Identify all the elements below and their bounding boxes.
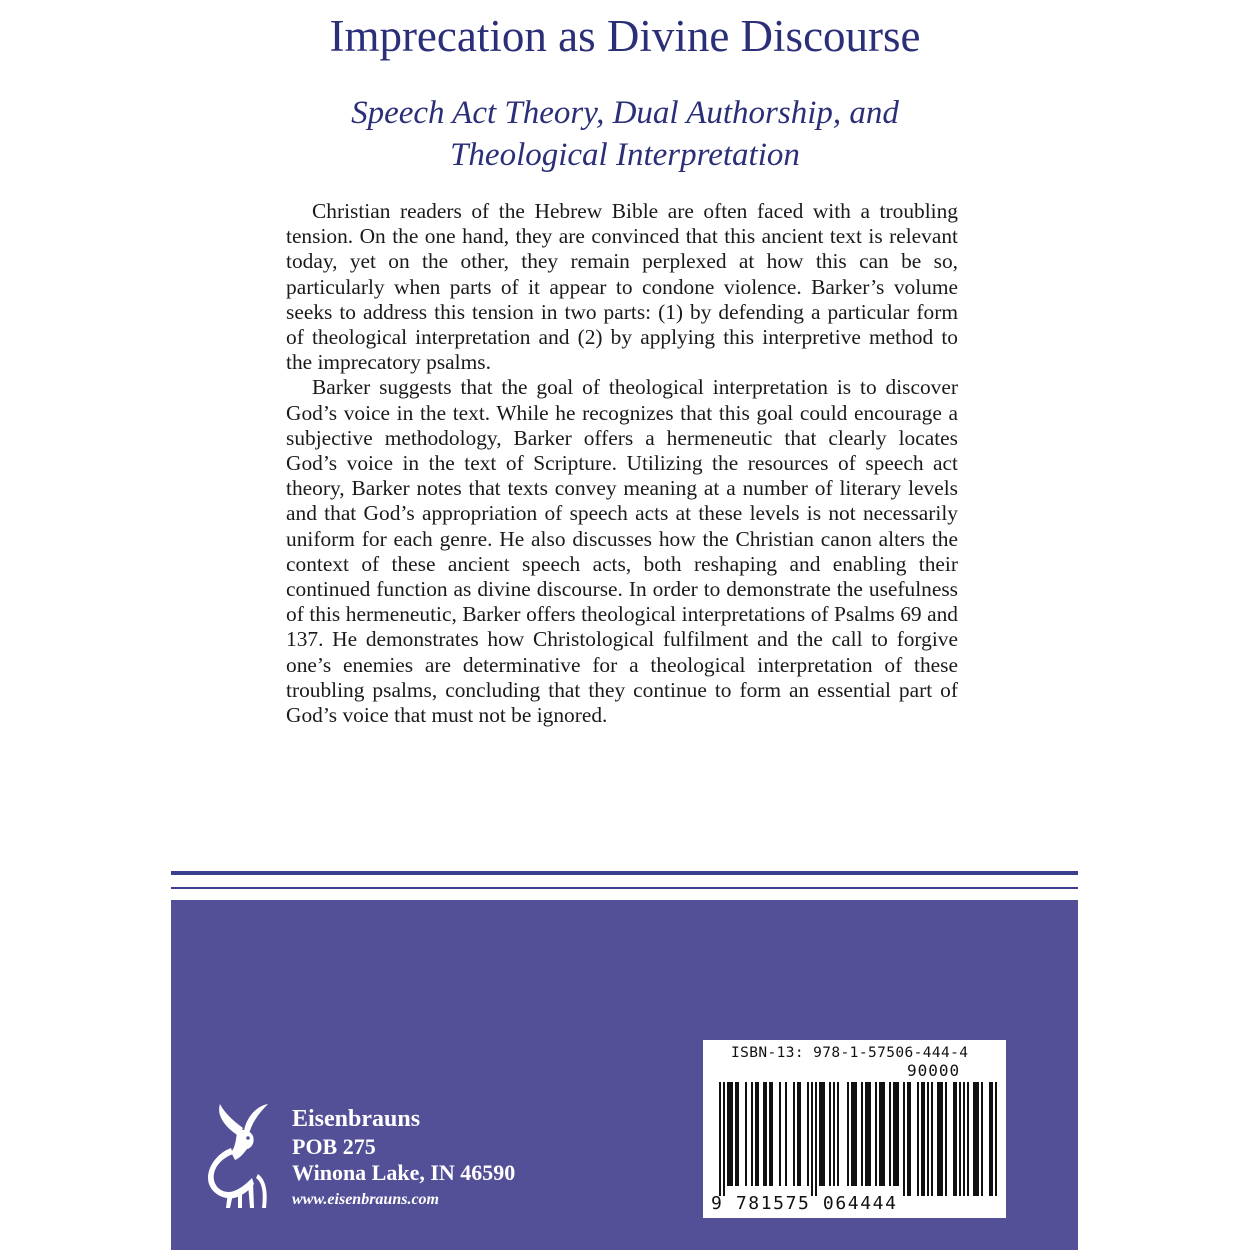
barcode-bar-14 — [771, 1082, 773, 1186]
publisher-name: Eisenbrauns — [292, 1106, 421, 1132]
publisher-website: www.eisenbrauns.com — [292, 1191, 439, 1208]
description-paragraph-1: Christian readers of the Hebrew Bible are often faced with a troubling tension. On the one hand, they are convinced that this ancient text is relevant today, yet on the other, they remain perplexed at how this can be so, particularly when parts of it appear to condone violence. Barker’s volume seeks to address this tension in two parts: (1) by defending a particular form of theological interpretation and (2) by applying this interpretive method to the imprecatory psalms. — [286, 199, 958, 375]
addon-bar-47 — [903, 1082, 905, 1196]
divider-rule-thick — [171, 871, 1078, 875]
barcode-bar-0 — [719, 1082, 721, 1196]
barcode-bar-23 — [819, 1082, 821, 1186]
ean-digits: 9 781575 064444 — [711, 1193, 898, 1214]
publisher-address-line-1: POB 275 — [292, 1134, 376, 1159]
barcode-bar-32 — [855, 1082, 857, 1186]
addon-bar-66 — [977, 1082, 979, 1196]
barcode-bar-2 — [727, 1082, 729, 1186]
barcode-bar-24 — [821, 1082, 823, 1186]
barcode-bar-26 — [829, 1082, 831, 1186]
barcode-bars — [703, 1040, 1006, 1218]
barcode-bar-43 — [895, 1082, 897, 1186]
addon-bar-60 — [955, 1082, 957, 1196]
barcode-bar-35 — [867, 1082, 869, 1186]
barcode-bar-20 — [807, 1082, 809, 1186]
barcode-bar-33 — [861, 1082, 863, 1186]
publisher-address-line-2: Winona Lake, IN 46590 — [292, 1160, 516, 1185]
barcode-bar-42 — [893, 1082, 895, 1186]
addon-bar-65 — [975, 1082, 977, 1196]
addon-bar-51 — [921, 1082, 923, 1196]
barcode-bar-18 — [797, 1082, 799, 1186]
addon-bar-54 — [931, 1082, 933, 1196]
barcode-bar-1 — [723, 1082, 725, 1196]
book-title: Imprecation as Divine Discourse — [329, 11, 921, 61]
barcode-bar-25 — [823, 1082, 825, 1186]
book-subtitle — [0, 92, 1250, 176]
description-paragraph-2: Barker suggests that the goal of theological interpretation is to discover God’s voice in the text. While he recognizes that this goal could encourage a subjective methodology, Barker offers a hermeneutic that clearly locates God’s voice in the text of Scripture. Utilizing the resources of speech act theory, Barker notes that texts convey meaning at a number of literary levels and that God’s appropriation of speech acts at these levels is not necessarily uniform for each genre. He also discusses how the Christian canon alters the context of these ancient speech acts, both reshaping and enabling their continued function as divine discourse. In order to demonstrate the usefulness of this hermeneutic, Barker offers theological interpretations of Psalms 69 and 137. He demonstrates how Christological fulfilment and the call to forgive one’s enemies are determinative for a theological interpretation of these troubling psalms, concluding that they continue to form an essential part of God’s voice that must not be ignored. — [286, 375, 958, 728]
barcode-bar-39 — [881, 1082, 883, 1186]
barcode-bar-29 — [847, 1082, 849, 1186]
addon-bar-58 — [945, 1082, 947, 1196]
barcode-bar-17 — [793, 1082, 795, 1186]
addon-bar-57 — [941, 1082, 943, 1196]
addon-bar-62 — [963, 1082, 965, 1196]
addon-bar-63 — [967, 1082, 969, 1196]
ibex-logo-icon — [206, 1098, 272, 1208]
barcode-bar-9 — [755, 1082, 757, 1186]
addon-bar-70 — [995, 1082, 997, 1196]
barcode-bar-30 — [851, 1082, 853, 1186]
barcode-bar-3 — [729, 1082, 731, 1186]
barcode-bar-31 — [853, 1082, 855, 1186]
addon-bar-52 — [923, 1082, 925, 1196]
addon-bar-53 — [927, 1082, 929, 1196]
barcode-bar-12 — [765, 1082, 767, 1186]
subtitle-line-2: Theological Interpretation — [450, 137, 800, 173]
book-description — [286, 199, 958, 728]
barcode-bar-15 — [779, 1082, 781, 1186]
barcode-bar-19 — [799, 1082, 801, 1186]
barcode-bar-27 — [833, 1082, 835, 1186]
barcode-bar-37 — [875, 1082, 877, 1186]
isbn-label: ISBN-13: 978-1-57506-444-4 — [731, 1045, 969, 1061]
barcode-bar-21 — [811, 1082, 813, 1196]
divider-rule-thin — [171, 887, 1078, 889]
price-code: 90000 — [907, 1061, 961, 1080]
barcode-bar-38 — [879, 1082, 881, 1186]
addon-bar-48 — [907, 1082, 909, 1196]
addon-bar-68 — [989, 1082, 991, 1196]
publisher-info — [292, 1104, 515, 1212]
barcode-bar-41 — [889, 1082, 891, 1186]
barcode-bar-34 — [865, 1082, 867, 1186]
addon-bar-55 — [937, 1082, 939, 1196]
barcode-bar-22 — [815, 1082, 817, 1196]
subtitle-line-1: Speech Act Theory, Dual Authorship, and — [351, 95, 899, 131]
barcode-bar-44 — [897, 1082, 899, 1186]
barcode-bar-16 — [785, 1082, 787, 1186]
barcode-bar-11 — [763, 1082, 765, 1186]
addon-bar-56 — [939, 1082, 941, 1196]
barcode-bar-7 — [745, 1082, 747, 1186]
addon-bar-61 — [959, 1082, 961, 1196]
barcode-bar-10 — [757, 1082, 759, 1186]
addon-bar-67 — [981, 1082, 983, 1196]
barcode-bar-40 — [883, 1082, 885, 1186]
barcode-bar-6 — [737, 1082, 739, 1186]
addon-bar-59 — [953, 1082, 955, 1196]
addon-bar-50 — [917, 1082, 919, 1196]
addon-bar-49 — [909, 1082, 911, 1196]
addon-bar-69 — [991, 1082, 993, 1196]
barcode-bar-4 — [731, 1082, 733, 1186]
barcode-bar-13 — [769, 1082, 771, 1186]
barcode-bar-28 — [837, 1082, 839, 1186]
isbn-barcode — [703, 1040, 1006, 1218]
barcode-bar-5 — [735, 1082, 737, 1186]
barcode-bar-36 — [869, 1082, 871, 1186]
barcode-bar-8 — [751, 1082, 753, 1186]
addon-bar-64 — [973, 1082, 975, 1196]
